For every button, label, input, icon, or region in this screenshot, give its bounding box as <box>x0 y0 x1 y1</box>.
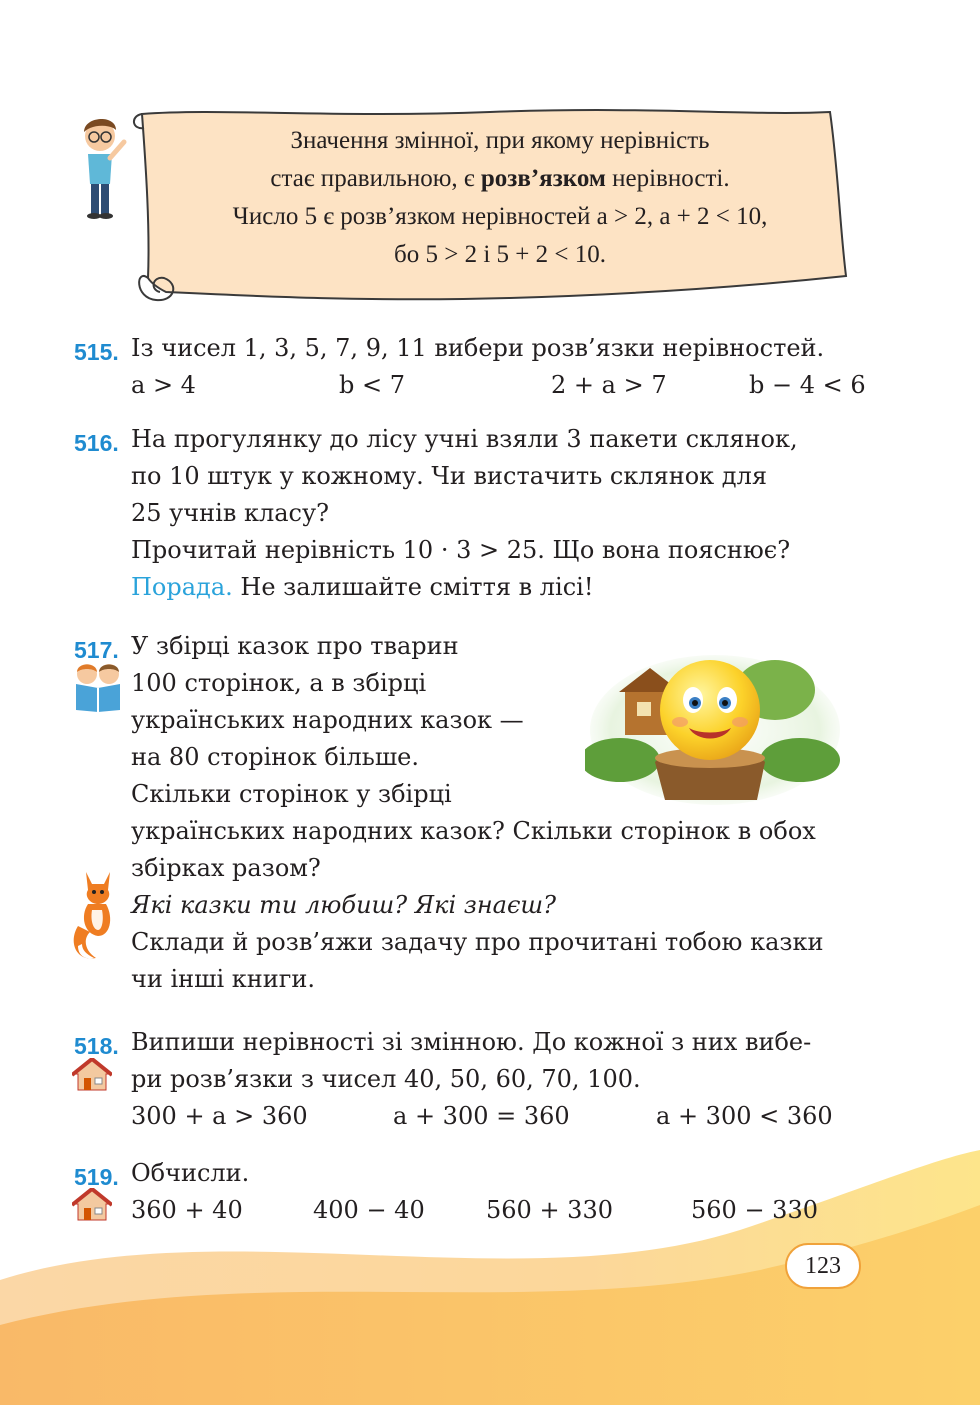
inequality-item: a > 4 <box>131 371 196 399</box>
home-icon <box>72 1058 112 1092</box>
rule-line-3: Число 5 є розв’язком нерівностей a > 2, a + 2 < 10, <box>232 203 768 230</box>
rule-line-1: Значення змінної, при якому нерівність <box>290 127 710 154</box>
home-icon <box>72 1188 112 1222</box>
task-line: Склади й розв’яжи задачу про прочитані тобою казки <box>131 928 824 956</box>
task-italic-line: Які казки ти любиш? Які знаєш? <box>131 891 557 919</box>
task-line: ри розв’язки з чисел 40, 50, 60, 70, 100. <box>131 1065 641 1093</box>
rule-box <box>150 122 850 274</box>
task-line: збірках разом? <box>131 854 321 882</box>
inequality-item: 300 + a > 360 <box>131 1102 308 1130</box>
task-number: 517. <box>74 637 119 663</box>
task-text: Обчисли. <box>131 1159 250 1187</box>
inequality-item: 2 + a > 7 <box>551 371 667 399</box>
task-line: українських народних казок? Скільки сторінок в обох <box>131 817 816 845</box>
inequality-item: a + 300 < 360 <box>656 1102 833 1130</box>
task-line: Випиши нерівності зі змінною. До кожної з них вибе- <box>131 1028 812 1056</box>
hint-text: Не залишайте сміття в лісі! <box>232 573 594 601</box>
kolobok-illustration <box>585 650 840 805</box>
expression-item: 560 + 330 <box>486 1196 613 1224</box>
inequality-item: b − 4 < 6 <box>749 371 866 399</box>
task-number: 519. <box>74 1164 119 1190</box>
task-line: на 80 сторінок більше. <box>131 743 419 771</box>
inequality-item: b < 7 <box>339 371 405 399</box>
task-line: Прочитай нерівність 10 · 3 > 25. Що вона пояснює? <box>131 536 791 564</box>
task-line: У збірці казок про тварин <box>131 632 459 660</box>
reading-children-icon <box>72 660 124 712</box>
task-line: 25 учнів класу? <box>131 499 329 527</box>
task-line: чи інші книги. <box>131 965 315 993</box>
inequality-item: a + 300 = 360 <box>393 1102 570 1130</box>
rule-term: розв’язком <box>480 165 606 192</box>
expression-item: 560 − 330 <box>691 1196 818 1224</box>
expression-item: 360 + 40 <box>131 1196 243 1224</box>
hint-line <box>131 569 798 606</box>
task-number: 516. <box>74 430 119 456</box>
task-number: 518. <box>74 1033 119 1059</box>
expression-item: 400 − 40 <box>313 1196 425 1224</box>
rule-line-2 <box>150 160 850 198</box>
rule-line-4: бо 5 > 2 і 5 + 2 < 10. <box>394 241 606 268</box>
task-text: Із чисел 1, 3, 5, 7, 9, 11 вибери розв’язки нерівностей. <box>131 334 825 362</box>
task-line: українських народних казок — <box>131 706 524 734</box>
hint-label: Порада. <box>131 573 233 601</box>
boy-pointing-icon <box>74 112 130 222</box>
task-line: по 10 штук у кожному. Чи вистачить склянок для <box>131 462 767 490</box>
task-line: 100 сторінок, а в збірці <box>131 669 427 697</box>
rule-line-2-pre: стає правильною, є <box>270 165 481 192</box>
task-line: На прогулянку до лісу учні взяли 3 пакети склянок, <box>131 425 798 453</box>
task-number: 515. <box>74 339 119 365</box>
task-line: Скільки сторінок у збірці <box>131 780 452 808</box>
fox-icon <box>70 866 126 966</box>
rule-line-2-post: нерівності. <box>605 165 730 192</box>
page-number: 123 <box>785 1243 861 1289</box>
